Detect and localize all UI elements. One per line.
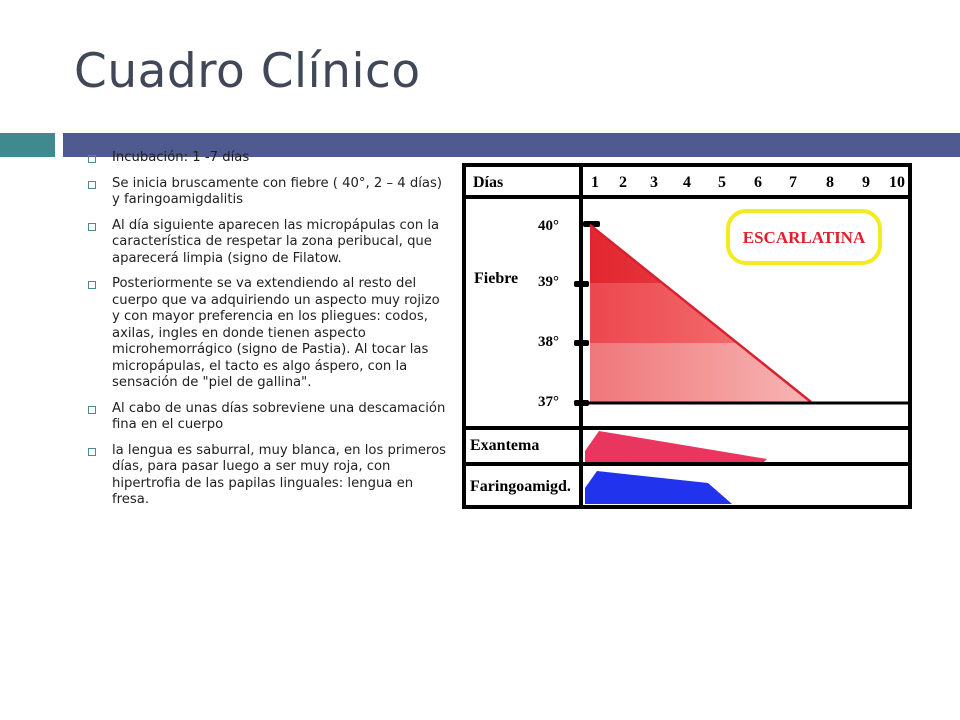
square-bullet-icon	[88, 223, 96, 231]
temp-tick	[574, 281, 589, 287]
bullet-item	[88, 443, 448, 509]
grid-line-column	[579, 167, 583, 505]
row-label-exantema: Exantema	[470, 437, 540, 454]
bullet-text: Al cabo de unas días sobreviene una descamación fina en el cuerpo	[112, 400, 446, 432]
slide-title: Cuadro Clínico	[74, 44, 421, 99]
square-bullet-icon	[88, 448, 96, 456]
row-label-fiebre: Fiebre	[474, 270, 519, 287]
day-label: 5	[718, 174, 726, 191]
square-bullet-icon	[88, 406, 96, 414]
day-label: 4	[683, 174, 691, 191]
bullet-item	[88, 218, 448, 268]
square-bullet-icon	[88, 155, 96, 163]
day-label: 6	[754, 174, 762, 191]
day-label: 1	[591, 174, 599, 191]
day-label: 7	[789, 174, 797, 191]
grid-line-header	[466, 195, 908, 199]
badge-text: ESCARLATINA	[742, 228, 866, 247]
square-bullet-icon	[88, 281, 96, 289]
grid-line-fiebre	[466, 426, 908, 430]
bullet-item	[88, 276, 448, 392]
grid-line-exantema	[466, 462, 908, 466]
header-label: Días	[473, 174, 504, 191]
bullet-text: Al día siguiente aparecen las micropápulas con la característica de respetar la zona peribucal, que aparecerá limpia (signo de Filatow.	[112, 217, 440, 266]
temp-tick	[574, 340, 589, 346]
scarlet-fever-chart	[462, 163, 912, 509]
bullet-item	[88, 401, 448, 434]
bullet-item	[88, 176, 448, 209]
bullet-text: la lengua es saburral, muy blanca, en los primeros días, para pasar luego a ser muy roja, con hipertrofia de las papilas linguales: lengua en fresa.	[112, 442, 447, 507]
temp-label: 40°	[538, 218, 559, 234]
escarlatina-badge	[728, 211, 880, 263]
bullet-text: Incubación: 1 -7 días	[112, 150, 250, 165]
accent-bar-teal	[0, 133, 55, 157]
day-label: 2	[619, 174, 627, 191]
bullet-text: Posteriormente se va extendiendo al resto del cuerpo que va adquiriendo un aspecto muy rojizo y con mayor preferencia en los pliegues: codos, axilas, ingles en donde tienen aspecto microhemorrágico (signo de Pastia). Al tocar las micropápulas, el tacto es algo áspero, con la sensación de "piel de gallina".	[112, 276, 440, 390]
day-label: 8	[826, 174, 834, 191]
temp-label: 38°	[538, 334, 559, 350]
bullet-text: Se inicia bruscamente con fiebre ( 40°, 2 – 4 días) y faringoamigdalitis	[112, 175, 442, 207]
temp-label: 39°	[538, 274, 559, 290]
square-bullet-icon	[88, 181, 96, 189]
row-label-faringo: Faringoamigd.	[470, 478, 571, 495]
day-label: 9	[862, 174, 870, 191]
bullet-list	[88, 150, 448, 518]
day-label: 3	[650, 174, 658, 191]
temp-label: 37°	[538, 394, 559, 410]
day-label: 10	[889, 174, 905, 191]
bullet-item	[88, 150, 448, 167]
